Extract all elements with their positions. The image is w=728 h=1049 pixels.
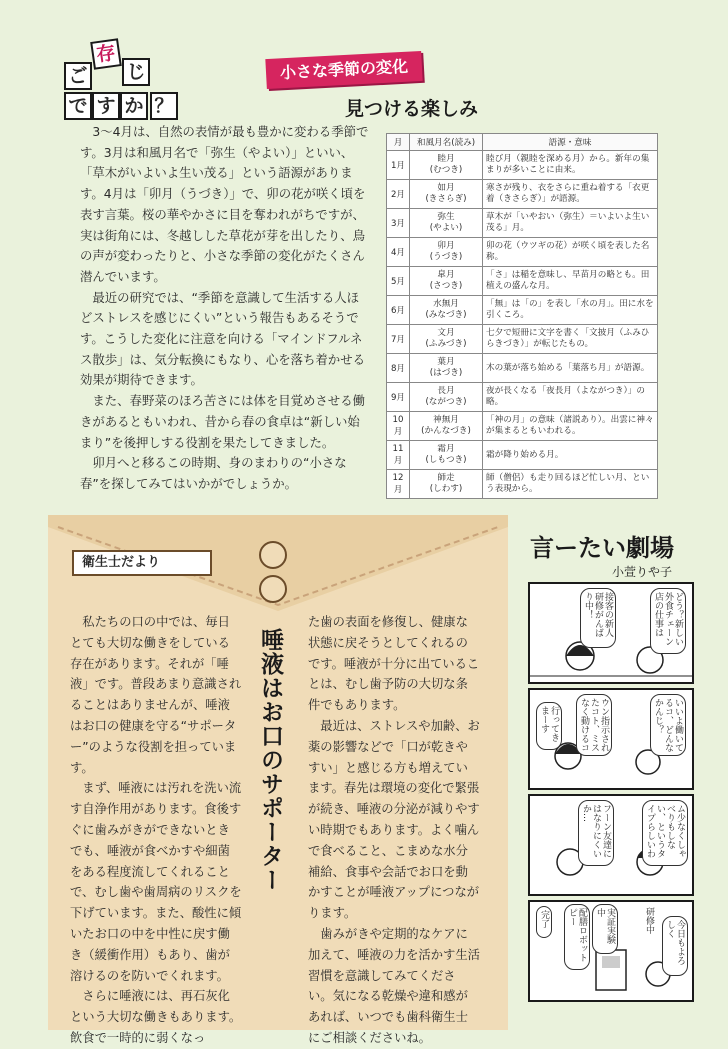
month-name: 長月 <box>437 386 455 396</box>
envelope-button <box>259 575 287 603</box>
logo-tile: ？ <box>150 92 178 120</box>
month-name-cell <box>410 267 483 296</box>
logo-tile-accent: 存 <box>90 38 122 70</box>
intro-paragraph: また、春野菜のほろ苦さには体を目覚めさせる働きがあるともいわれ、昔から春の食卓は“新しい始まり”を後押しする役割を果たしてきました。 <box>80 393 365 450</box>
column-header: 和風月名(読み) <box>410 134 483 151</box>
manga-panel-3 <box>528 794 694 896</box>
month-meaning-cell: 「さ」は稲を意味し、早苗月の略とも。田植えの盛んな月。 <box>483 267 658 296</box>
intro-article <box>80 122 370 495</box>
manga-panel-2 <box>528 688 694 790</box>
month-meaning-cell: 七夕で短冊に文字を書く「文披月（ふみひらきづき）」が転じたもの。 <box>483 325 658 354</box>
hygiene-paragraph: 歯みがきや定期的なケアに加えて、唾液の力を活かす生活習慣を意識してみてください。気になる乾燥や違和感があれば、いつでも歯科衛生士にご相談くださいね。 <box>308 926 480 1045</box>
logo-tile: ご <box>64 62 92 90</box>
month-reading: (ふみづき) <box>425 339 467 349</box>
month-name-cell <box>410 209 483 238</box>
month-name-cell <box>410 470 483 499</box>
month-cell: 11月 <box>387 441 410 470</box>
month-meaning-cell: 木の葉が落ち始める「葉落ち月」が語源。 <box>483 354 658 383</box>
month-name-cell <box>410 383 483 412</box>
sign-text: 研修中 <box>642 904 656 944</box>
month-meaning-cell: 草木が「いやおい（弥生）＝いよいよ生い茂る」月。 <box>483 209 658 238</box>
month-reading: (かんなづき) <box>421 426 471 436</box>
month-meaning-cell: 師（僧侶）も走り回るほど忙しい月、という表現から。 <box>483 470 658 499</box>
month-name: 弥生 <box>437 212 455 222</box>
month-name: 文月 <box>437 328 455 338</box>
month-name-cell <box>410 296 483 325</box>
speech-bubble: いいよ働いてるコ、どんなかんじ？ <box>650 694 686 756</box>
manga-author: 小萱りや子 <box>612 565 673 579</box>
month-name: 神無月 <box>433 415 459 425</box>
table-row <box>387 412 658 441</box>
table-row <box>387 354 658 383</box>
hygiene-paragraph: 最近は、ストレスや加齢、お薬の影響などで「口が乾きやすい」と感じる方も増えています。春先は環境の変化で緊張が続き、唾液の分泌が減りやすい時期でもあります。よく噛んで食べること、こまめな水分補給、食事や会話でお口を動かすことが唾液アップにつながります。 <box>308 718 480 921</box>
manga-panel-4 <box>528 900 694 1002</box>
hygiene-column-left <box>70 612 242 1049</box>
speech-bubble: フーン友達にはなりにくいか… <box>578 800 614 866</box>
table-row <box>387 151 658 180</box>
table-row <box>387 267 658 296</box>
month-name: 如月 <box>437 183 455 193</box>
month-meaning-cell: 霜が降り始める月。 <box>483 441 658 470</box>
hygiene-title: 唾液はお口のサポーター <box>257 628 283 892</box>
column-header: 月 <box>387 134 410 151</box>
speech-bubble: 行ってきまーす <box>536 702 562 750</box>
month-name: 師走 <box>437 473 455 483</box>
month-reading: (ながつき) <box>425 397 467 407</box>
table-row <box>387 180 658 209</box>
table-row <box>387 238 658 267</box>
intro-paragraph: 卯月へと移るこの時期、身のまわりの“小さな春”を探してみてはいかがでしょうか。 <box>80 455 347 491</box>
hygiene-paragraph: さらに唾液には、再石灰化という大切な働きもあります。飲食で一時的に弱くなっ <box>70 989 242 1045</box>
column-header: 語源・意味 <box>483 134 658 151</box>
month-reading: (むつき) <box>429 165 463 175</box>
speech-bubble: 接客の新人研修がんばり中！ <box>580 588 616 648</box>
month-reading: (やよい) <box>429 223 463 233</box>
speech-bubble: 完了 <box>536 906 552 938</box>
table-row <box>387 209 658 238</box>
month-cell: 12月 <box>387 470 410 499</box>
hygiene-paragraph: 私たちの口の中では、毎日とても大切な働きをしている存在があります。それが「唾液」です。普段あまり意識されることはありませんが、唾液はお口の健康を守る“サポーター”のような役割を担っています。 <box>70 615 242 775</box>
month-cell: 10月 <box>387 412 410 441</box>
month-cell: 4月 <box>387 238 410 267</box>
hygiene-column-right <box>308 612 480 1049</box>
table-row <box>387 441 658 470</box>
month-reading: (はづき) <box>429 368 463 378</box>
month-name: 葉月 <box>437 357 455 367</box>
month-cell: 5月 <box>387 267 410 296</box>
month-meaning-cell: 卯の花（ウツギの花）が咲く頃を表した名称。 <box>483 238 658 267</box>
logo-gozonji <box>60 38 190 122</box>
table-row <box>387 383 658 412</box>
month-name: 睦月 <box>437 154 455 164</box>
speech-bubble: ム少なくしゃべりもしない、というタイプらしいわ <box>642 800 688 866</box>
month-meaning-cell: 「無」は「の」を表し「水の月」。田に水を引くころ。 <box>483 296 658 325</box>
month-name-cell <box>410 354 483 383</box>
month-name: 卯月 <box>437 241 455 251</box>
manga-panel-1 <box>528 582 694 684</box>
intro-paragraph: 3～4月は、自然の表情が最も豊かに変わる季節です。3月は和風月名で「弥生（やよい）」といい、「草木がいよいよ生い茂る」という語源があります。4月は「卯月（うづき）」で、卯の花が咲く頃を表す言葉。桜の華やかさに目を奪われがちですが、実は街角には、冬越しした草花が芽を出したり、鳥の声が変わったりと、小さな季節の変化がたくさん潜んでいます。 <box>80 124 369 284</box>
section-tag: 衛生士だより <box>72 550 212 576</box>
speech-bubble: 今日もよろしく <box>662 916 688 976</box>
speech-bubble: どう？新しい外食チェーン店の仕事は <box>650 588 686 654</box>
month-names-table <box>386 133 658 499</box>
logo-tile: で <box>64 92 92 120</box>
month-name-cell <box>410 151 483 180</box>
intro-paragraph: 最近の研究では、“季節を意識して生活する人ほどストレスを感じにくい”という報告もあるそうです。こうした変化に注意を向ける「マインドフルネス散歩」は、気分転換にもなり、心を落ち着かせる効果が期待できます。 <box>80 289 365 388</box>
month-cell: 7月 <box>387 325 410 354</box>
month-cell: 8月 <box>387 354 410 383</box>
hygiene-paragraph: まず、唾液には汚れを洗い流す自浄作用があります。食後すぐに歯みがきができないときでも、唾液が食べかすや細菌をある程度流してくれることで、むし歯や歯周病のリスクを下げています。また、酸性に傾いたお口の中を中性に戻す働き（緩衝作用）もあり、歯が溶けるのを防いでくれます。 <box>70 781 242 983</box>
month-name: 皐月 <box>437 270 455 280</box>
table-row <box>387 296 658 325</box>
logo-tile: す <box>92 92 120 120</box>
month-name: 霜月 <box>437 444 455 454</box>
envelope-button <box>259 541 287 569</box>
table-row <box>387 470 658 499</box>
month-name-cell <box>410 325 483 354</box>
month-reading: (きさらぎ) <box>425 194 467 204</box>
speech-bubble: ウン指示されたコト、ミスなく動けるコ <box>576 694 612 756</box>
month-name: 水無月 <box>433 299 459 309</box>
month-cell: 1月 <box>387 151 410 180</box>
month-cell: 9月 <box>387 383 410 412</box>
logo-tile: か <box>120 92 148 120</box>
month-meaning-cell: 夜が長くなる「夜長月（よながつき）」の略。 <box>483 383 658 412</box>
month-reading: (さつき) <box>429 281 463 291</box>
month-name-cell <box>410 238 483 267</box>
table-header-row <box>387 134 658 151</box>
month-cell: 6月 <box>387 296 410 325</box>
feature-ribbon: 小さな季節の変化 <box>265 51 422 89</box>
month-reading: (みなづき) <box>425 310 467 320</box>
month-cell: 2月 <box>387 180 410 209</box>
sign-text: 実証実験中 <box>592 904 618 954</box>
feature-subtitle: 見つける楽しみ <box>345 98 479 120</box>
month-reading: (しもつき) <box>425 455 467 465</box>
month-name-cell <box>410 441 483 470</box>
month-name-cell <box>410 412 483 441</box>
month-cell: 3月 <box>387 209 410 238</box>
month-meaning-cell: 寒さが残り、衣をさらに重ね着する「衣更着（きさらぎ）」が語源。 <box>483 180 658 209</box>
month-meaning-cell: 睦び月（親睦を深める月）から。新年の集まりが多いことに由来。 <box>483 151 658 180</box>
table-row <box>387 325 658 354</box>
hygiene-paragraph: た歯の表面を修復し、健康な状態に戻そうとしてくれるのです。唾液が十分に出ていることは、むし歯予防の大切な条件でもあります。 <box>308 615 480 713</box>
manga-title: 言ーたい劇場 <box>530 534 674 562</box>
month-reading: (しわす) <box>429 484 463 494</box>
month-reading: (うづき) <box>429 252 463 262</box>
robot-label: 配膳ロボットピー <box>564 904 590 970</box>
logo-tile: じ <box>122 58 150 86</box>
month-meaning-cell: 「神の月」の意味（諸説あり）。出雲に神々が集まるともいわれる。 <box>483 412 658 441</box>
month-name-cell <box>410 180 483 209</box>
